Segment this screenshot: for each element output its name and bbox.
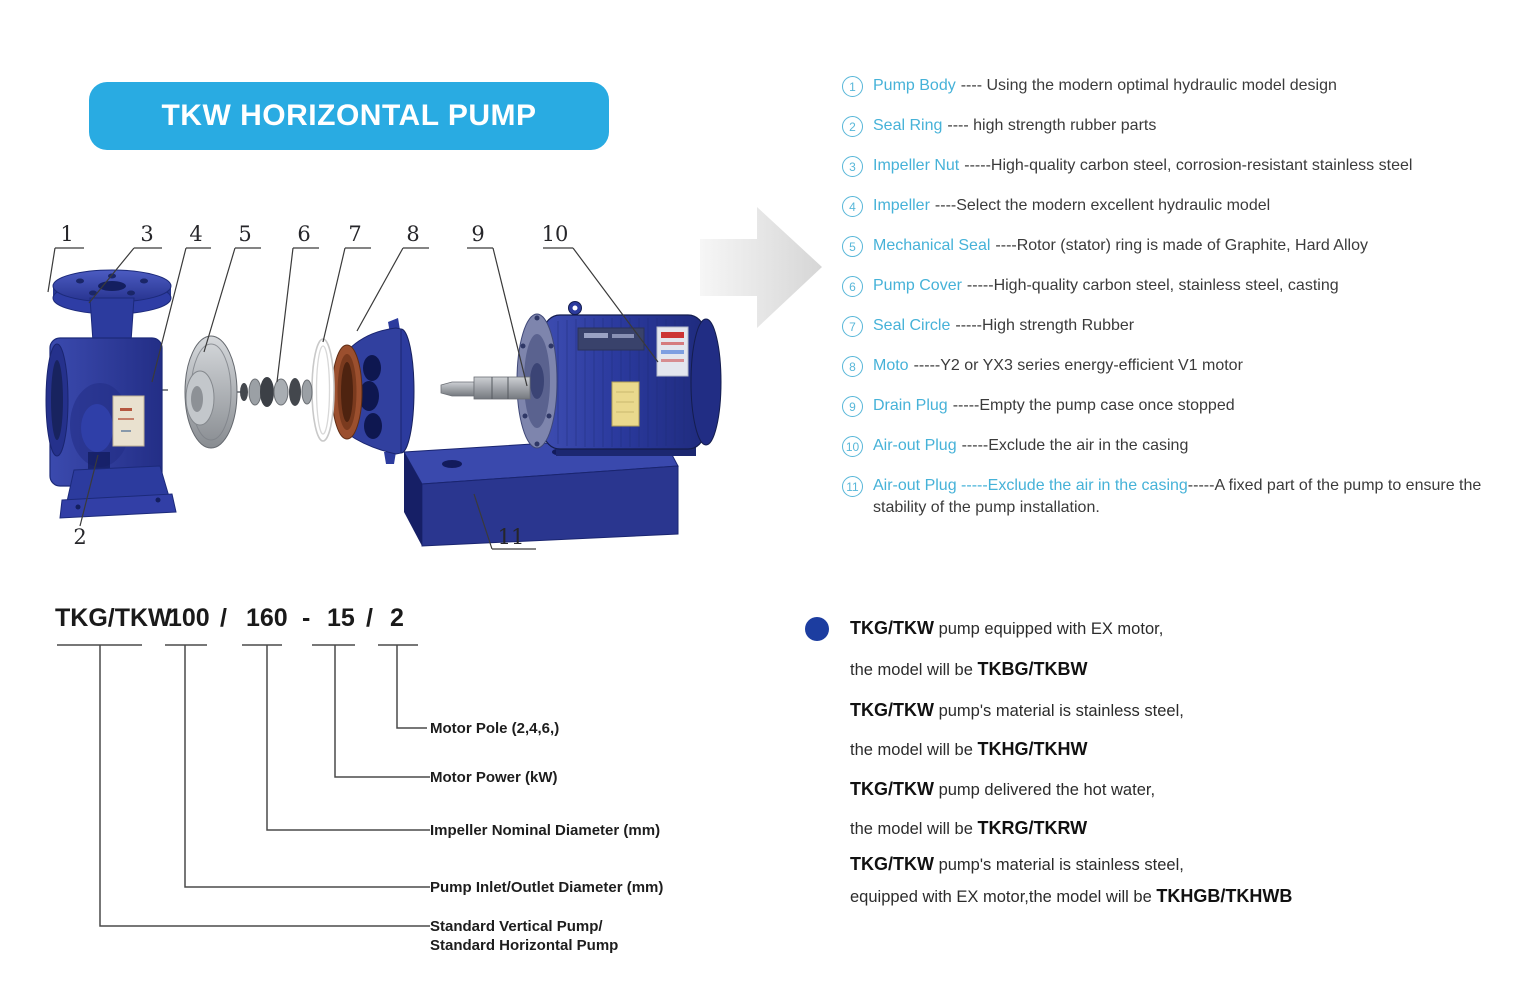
part-list-item-6	[842, 275, 1497, 297]
part-number-badge: 11	[842, 476, 863, 497]
label-motor-power: Motor Power (kW)	[430, 769, 558, 786]
callout-8: 8	[406, 222, 420, 246]
part-description: ----Rotor (stator) ring is made of Graphite, Hard Alloy	[995, 237, 1368, 254]
part-list-item-4	[842, 195, 1497, 217]
pump-exploded-diagram	[0, 0, 850, 580]
model-code-text: TKG/TKW	[850, 618, 934, 638]
part-list-item-9	[842, 395, 1497, 417]
model-code-inlet: 100	[168, 604, 210, 632]
part-list-item-1	[842, 75, 1497, 97]
part-name: Moto	[873, 357, 909, 374]
callout-6: 6	[297, 222, 311, 246]
part-name: Pump Cover	[873, 277, 962, 294]
label-standard-line1: Standard Vertical Pump/	[430, 918, 603, 935]
part-list-item-10	[842, 435, 1497, 457]
variant-line-2: the model will be TKBG/TKBW	[850, 659, 1088, 679]
part-name: Impeller Nut	[873, 157, 960, 174]
model-code-text: TKG/TKW	[850, 779, 934, 799]
model-code-slash-2: /	[366, 604, 373, 632]
variant-line-1: TKG/TKW pump equipped with EX motor,	[850, 618, 1164, 638]
variant-line-6: the model will be TKRG/TKRW	[850, 818, 1088, 838]
part-description: -----High strength Rubber	[955, 317, 1135, 334]
callout-3: 3	[140, 222, 154, 246]
model-code-pole: 2	[390, 604, 404, 632]
part-number-badge: 10	[842, 436, 863, 457]
model-code-text: TKHGB/TKHWB	[1156, 886, 1293, 906]
callout-10: 10	[541, 222, 569, 246]
model-code-text: TKG/TKW	[850, 700, 934, 720]
part-number-badge: 4	[842, 196, 863, 217]
part-name: Impeller	[873, 197, 930, 214]
part-name: Seal Circle	[873, 317, 951, 334]
callout-11: 11	[497, 525, 525, 549]
model-code-text: TKRG/TKRW	[977, 818, 1088, 838]
part-list-item-5	[842, 235, 1497, 257]
page-title: TKW HORIZONTAL PUMP	[161, 99, 537, 132]
model-code-power: 15	[327, 604, 355, 632]
variant-line-5: TKG/TKW pump delivered the hot water,	[850, 779, 1156, 799]
part-number-badge: 6	[842, 276, 863, 297]
part-number-badge: 5	[842, 236, 863, 257]
part-description: -----Exclude the air in the casing	[961, 437, 1189, 454]
part-list-item-11	[842, 475, 1497, 519]
callout-7: 7	[348, 222, 362, 246]
part-number-badge: 1	[842, 76, 863, 97]
motor-drawing	[441, 302, 721, 457]
part-number-badge: 2	[842, 116, 863, 137]
model-code-impeller: 160	[246, 604, 288, 632]
part-description: -----Empty the pump case once stopped	[952, 397, 1235, 414]
part-name: Mechanical Seal	[873, 237, 991, 254]
callout-5: 5	[238, 222, 252, 246]
label-impeller-diameter: Impeller Nominal Diameter (mm)	[430, 822, 661, 839]
part-description: ---- high strength rubber parts	[947, 117, 1157, 134]
part-number-badge: 8	[842, 356, 863, 377]
motor-shaft-drawing	[441, 377, 530, 399]
callout-4: 4	[189, 222, 203, 246]
model-code-text: TKBG/TKBW	[977, 659, 1088, 679]
label-inlet-outlet: Pump Inlet/Outlet Diameter (mm)	[430, 879, 664, 896]
part-name: Air-out Plug	[873, 437, 957, 454]
part-name: Drain Plug	[873, 397, 948, 414]
bullet-icon	[805, 617, 829, 641]
part-description: -----High-quality carbon steel, stainless steel, casting	[966, 277, 1339, 294]
part-number-badge: 7	[842, 316, 863, 337]
callout-2: 2	[73, 525, 87, 549]
mechanical-seal-drawing	[236, 377, 312, 407]
part-list-item-8	[842, 355, 1497, 377]
part-description: ---- Using the modern optimal hydraulic model design	[960, 77, 1337, 94]
model-code-text: TKG/TKW	[850, 854, 934, 874]
part-name: Pump Body	[873, 77, 956, 94]
model-code-dash: -	[302, 604, 311, 632]
part-list-item-3	[842, 155, 1497, 177]
pump-cover-drawing	[332, 318, 414, 464]
model-code-slash-1: /	[220, 604, 227, 632]
callout-9: 9	[471, 222, 485, 246]
model-code-prefix: TKG/TKW	[55, 604, 172, 632]
label-standard-line2: Standard Horizontal Pump	[430, 937, 619, 954]
part-number-badge: 3	[842, 156, 863, 177]
parts-list	[842, 75, 1497, 537]
part-name: Air-out Plug -----Exclude the air in the casing	[873, 477, 1188, 494]
part-name: Seal Ring	[873, 117, 943, 134]
part-description: -----High-quality carbon steel, corrosion-resistant stainless steel	[964, 157, 1413, 174]
label-motor-pole: Motor Pole (2,4,6,)	[430, 720, 560, 737]
variant-line-7: TKG/TKW pump's material is stainless steel,	[850, 854, 1184, 874]
model-breakdown-lines	[40, 640, 460, 950]
model-code-text: TKHG/TKHW	[977, 739, 1088, 759]
part-list-item-2	[842, 115, 1497, 137]
label-standard-pump	[430, 917, 618, 955]
part-description: ----Select the modern excellent hydraulic model	[934, 197, 1271, 214]
part-number-badge: 9	[842, 396, 863, 417]
part-list-item-7	[842, 315, 1497, 337]
seal-circle-drawing	[312, 339, 334, 441]
callout-1: 1	[60, 222, 74, 246]
part-description: -----A fixed part of the pump to ensure the stability of the pump installation.	[873, 477, 1482, 516]
variant-line-4: the model will be TKHG/TKHW	[850, 739, 1088, 759]
variant-line-3: TKG/TKW pump's material is stainless steel,	[850, 700, 1184, 720]
arrow-right-icon	[700, 207, 822, 328]
variant-line-8: equipped with EX motor,the model will be TKHGB/TKHWB	[850, 886, 1293, 906]
pump-body-drawing	[46, 270, 176, 518]
part-description: -----Y2 or YX3 series energy-efficient V1 motor	[913, 357, 1243, 374]
